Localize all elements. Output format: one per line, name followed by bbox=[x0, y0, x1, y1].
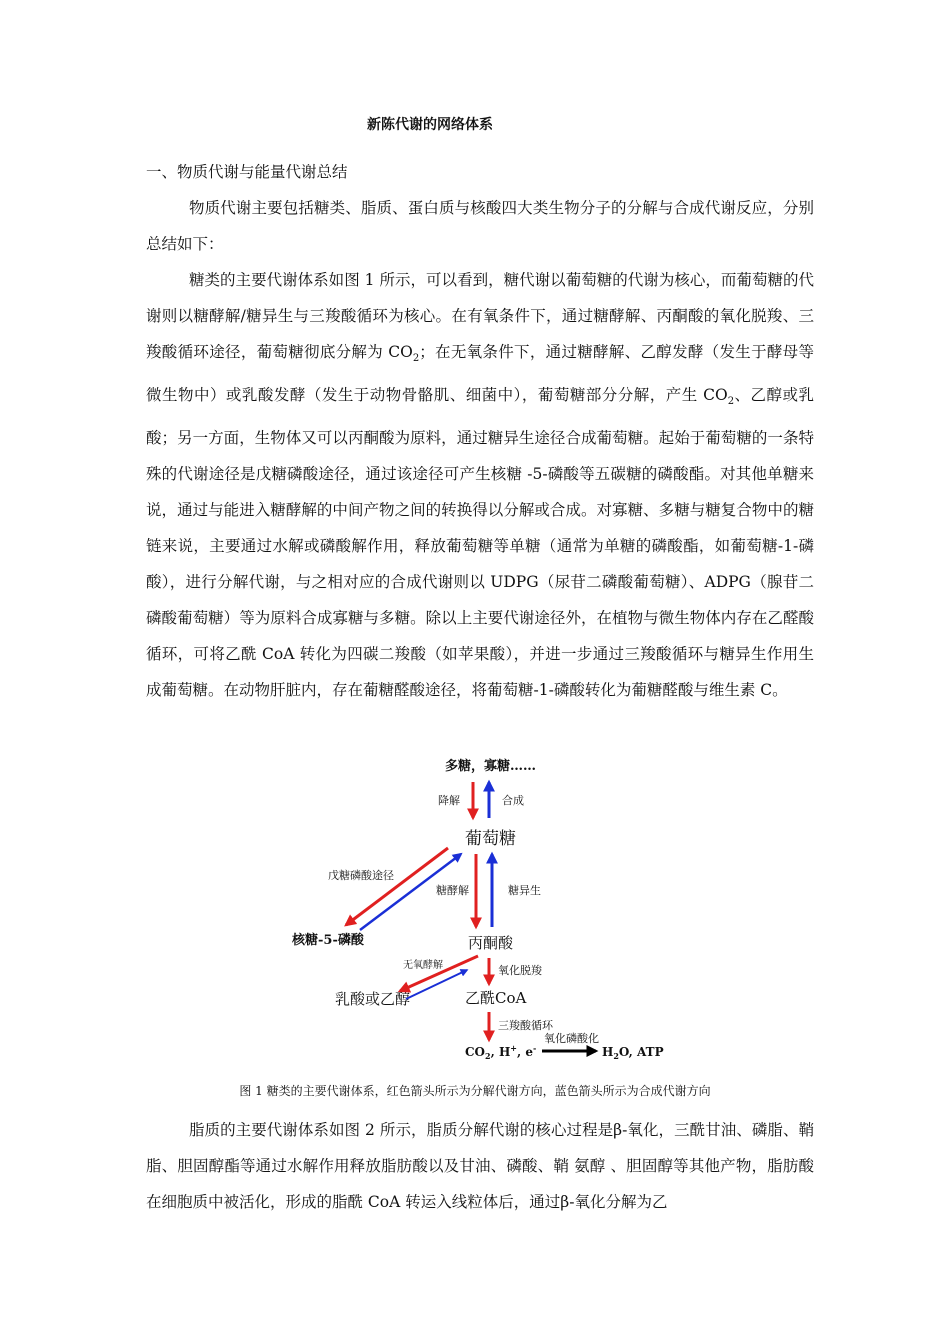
paragraph-carbohydrate bbox=[146, 262, 814, 708]
paragraph-lipid-text: 脂质的主要代谢体系如图 2 所示，脂质分解代谢的核心过程是β-氧化，三酰甘油、磷脂、鞘脂、胆固醇酯等通过水解作用释放脂肪酸以及甘油、磷酸、鞘 氨醇 、胆固醇等其他产物，脂肪酸在细胞质中被活化，形成的脂酰 CoA 转运入线粒体后，通过β-氧化分解为乙 bbox=[146, 1121, 814, 1211]
eminus-sup: - bbox=[533, 1043, 537, 1053]
electron-text: , e bbox=[517, 1045, 533, 1059]
paragraph-lipid bbox=[146, 1112, 814, 1220]
label-degrade: 降解 bbox=[438, 794, 460, 807]
node-co2-h-e bbox=[465, 1043, 536, 1061]
node-glucose: 葡萄糖 bbox=[465, 829, 516, 849]
h-text: , H bbox=[490, 1045, 511, 1059]
section-heading: 一、物质代谢与能量代谢总结 bbox=[146, 163, 348, 181]
node-h2o-atp bbox=[602, 1045, 664, 1061]
co2-subscript-1: 2 bbox=[412, 353, 420, 365]
paragraph-carbohydrate-text bbox=[146, 262, 814, 708]
h2o-h: H bbox=[602, 1045, 614, 1059]
label-oxidative-decarboxylation: 氧化脱羧 bbox=[498, 964, 542, 977]
node-pyruvate: 丙酮酸 bbox=[468, 934, 514, 952]
co2-text: CO bbox=[465, 1045, 486, 1059]
h2o-sub: 2 bbox=[613, 1051, 619, 1061]
label-anaerobic: 无氧酵解 bbox=[403, 960, 443, 971]
page-title: 新陈代谢的网络体系 bbox=[367, 117, 493, 133]
arrow-pentose-catabolic bbox=[346, 848, 448, 925]
node-ribose-5-phosphate: 核糖-5-磷酸 bbox=[292, 933, 364, 948]
label-synthesize: 合成 bbox=[502, 794, 524, 807]
para2-part3: 、乙醇或乳酸；另一方面，生物体又可以丙酮酸为原料，通过糖异生途径合成葡萄糖。起始于葡萄糖的一条特殊的代谢途径是戊糖磷酸途径，通过该途径可产生核糖 -5-磷酸等五碳糖的磷酸酯。对其他单糖来说，通过与能进入糖酵解的中间产物之间的转换得以分解或合成。对寡糖、多糖与糖复合物中的糖链来说，主要通过水解或磷酸解作用，释放葡萄糖等单糖（通常为单糖的磷酸酯，如葡萄糖-1-磷酸），进行分解代谢，与之相对应的合成代谢则以 UDPG（尿苷二磷酸葡萄糖）、ADPG（腺苷二磷酸葡萄糖）等为原料合成寡糖与多糖。除以上主要代谢途径外，在植物与微生物体内存在乙醛酸循环，可将乙酰 CoA 转化为四碳二羧酸（如苹果酸），并进一步通过三羧酸循环与糖异生作用生成葡萄糖。在动物肝脏内，存在葡糖醛酸途径，将葡萄糖-1-磷酸转化为葡糖醛酸与维生素 C。 bbox=[146, 386, 814, 700]
node-polysaccharide: 多糖，寡糖…… bbox=[445, 759, 537, 774]
label-pentose-pathway: 戊糖磷酸途径 bbox=[328, 869, 394, 882]
para2-part2: ；在无氧条件下，通过糖酵解、乙醇发酵（发生于酵母等微生物中）或乳酸发酵（发生于动物骨骼肌、细菌中），葡萄糖部分分解，产生 CO bbox=[146, 343, 814, 405]
figure-caption: 图 1 糖类的主要代谢体系，红色箭头所示为分解代谢方向，蓝色箭头所示为合成代谢方向 bbox=[239, 1084, 711, 1098]
label-gluconeogenesis: 糖异生 bbox=[508, 884, 541, 897]
paragraph-intro-text: 物质代谢主要包括糖类、脂质、蛋白质与核酸四大类生物分子的分解与合成代谢反应，分别总结如下： bbox=[146, 199, 814, 253]
figure-1-carbohydrate-metabolism bbox=[280, 752, 680, 1072]
h2o-rest: O, ATP bbox=[618, 1045, 664, 1059]
co2-sub: 2 bbox=[485, 1051, 491, 1061]
co2-subscript-2: 2 bbox=[727, 396, 735, 408]
paragraph-intro bbox=[146, 190, 814, 262]
node-lactate-or-ethanol: 乳酸或乙醇 bbox=[335, 990, 411, 1008]
hplus-sup: + bbox=[510, 1043, 517, 1053]
node-acetyl-coa: 乙酰CoA bbox=[465, 989, 527, 1007]
label-glycolysis: 糖酵解 bbox=[436, 884, 469, 897]
para2-part1: 糖类的主要代谢体系如图 1 所示，可以看到，糖代谢以葡萄糖的代谢为核心，而葡萄糖的代谢则以糖酵解/糖异生与三羧酸循环为核心。在有氧条件下，通过糖酵解、丙酮酸的氧化脱羧、三羧酸循环途径，葡萄糖彻底分解为 CO bbox=[146, 271, 814, 361]
label-oxphos: 氧化磷酸化 bbox=[544, 1032, 599, 1045]
label-tca-cycle: 三羧酸循环 bbox=[498, 1019, 553, 1032]
metabolism-diagram bbox=[280, 752, 680, 1072]
